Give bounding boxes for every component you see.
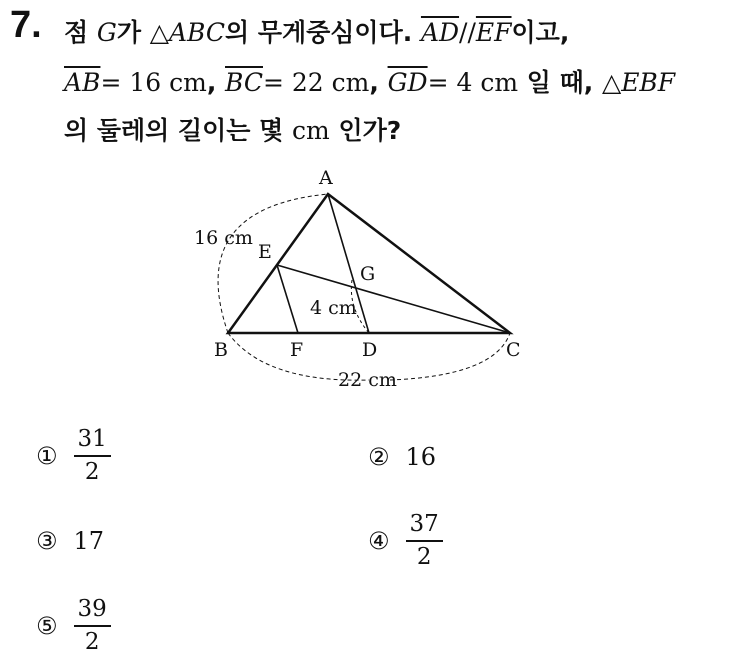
question-line-3	[64, 114, 401, 148]
triangle-abc-label: ABC	[168, 18, 225, 47]
point-g-label: G	[96, 18, 117, 47]
fraction-numerator: 39	[74, 596, 111, 627]
point-e-label: E	[258, 241, 272, 263]
segment-ad-label: $\overline{AD}$	[420, 18, 460, 47]
question-separator: ,	[206, 68, 226, 97]
question-text: 일 때, △	[518, 68, 622, 97]
point-d-label: D	[362, 339, 378, 361]
choice-marker: ③	[36, 527, 58, 555]
fraction-denominator: 2	[84, 629, 100, 655]
point-c-label: C	[506, 339, 521, 361]
segment-bc-value: = 22 cm	[262, 68, 370, 97]
fraction-denominator: 2	[416, 544, 432, 570]
choice-3[interactable]	[36, 527, 104, 555]
segment-ab-value: = 16 cm	[100, 68, 207, 97]
choice-marker: ⑤	[36, 612, 58, 640]
parallel-symbol: //	[459, 18, 476, 47]
fraction-numerator: 37	[406, 511, 443, 542]
choice-marker: ④	[368, 527, 390, 555]
choice-marker: ①	[36, 442, 58, 470]
arc-bc-22cm	[390, 333, 510, 380]
point-a-label: A	[319, 167, 333, 189]
choice-value: 16	[405, 443, 437, 471]
choice-5[interactable]	[36, 596, 111, 656]
question-text: 인가?	[329, 116, 402, 145]
choice-4[interactable]	[368, 511, 443, 571]
point-b-label: B	[214, 339, 228, 361]
point-g-label: G	[360, 263, 376, 285]
choice-fraction	[74, 596, 111, 656]
question-line-1	[64, 16, 569, 50]
choice-value: 17	[73, 527, 105, 555]
triangle-figure	[180, 158, 540, 398]
question-number: 7.	[10, 4, 42, 46]
unit-cm: cm	[292, 116, 330, 145]
choice-marker: ②	[368, 443, 390, 471]
choice-fraction	[406, 511, 443, 571]
question-line-2	[64, 66, 675, 100]
segment-gd-value: = 4 cm	[427, 68, 519, 97]
question-text: 가 △	[116, 18, 169, 47]
segment-ab-label: $\overline{AB}$	[64, 68, 101, 97]
label-4cm: 4 cm	[310, 297, 357, 319]
segment-gd-label: $\overline{GD}$	[387, 68, 428, 97]
question-separator: ,	[369, 68, 388, 97]
choice-fraction	[74, 426, 111, 486]
label-16cm: 16 cm	[194, 227, 253, 249]
segment-ef	[277, 265, 298, 333]
question-text: 이고,	[511, 18, 570, 47]
point-f-label: F	[290, 339, 304, 361]
fraction-numerator: 31	[74, 426, 111, 457]
choice-2[interactable]	[368, 443, 436, 471]
segment-bc-label: $\overline{BC}$	[225, 68, 263, 97]
label-22cm: 22 cm	[338, 369, 397, 391]
question-text: 의 둘레의 길이는 몇	[64, 116, 293, 145]
segment-ef-label: $\overline{EF}$	[475, 18, 512, 47]
question-text: 의 무게중심이다.	[224, 18, 421, 47]
choice-1[interactable]	[36, 426, 111, 486]
fraction-denominator: 2	[84, 459, 100, 485]
question-text: 점	[64, 18, 97, 47]
triangle-ebf-label: EBF	[621, 68, 676, 97]
